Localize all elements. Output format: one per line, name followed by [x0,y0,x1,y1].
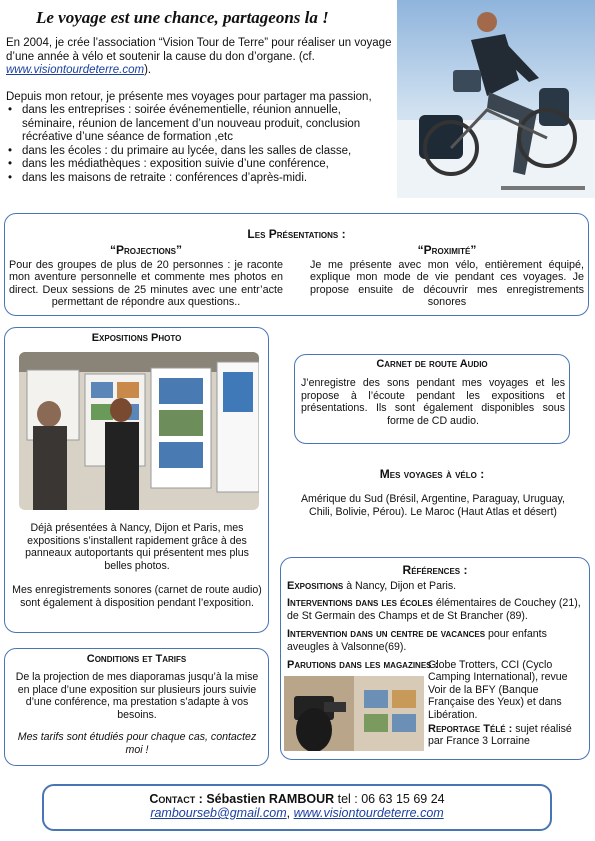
email-link[interactable]: rambourseb@gmail.com [150,806,287,820]
tv-report-photo [284,676,424,751]
expositions-paragraph-1: Déjà présentées à Nancy, Dijon et Paris, mes expositions s’installent rapidement grâce à des panneaux autoportants qui présentent mes plus belles photos. [25,522,249,572]
contact-box [42,784,552,831]
expositions-box [4,327,269,633]
proximite-section [310,244,584,309]
list-item: • dans les écoles : du primaire au lycée, dans les salles de classe, [6,145,396,159]
presentations-title: Les Présentations : [247,227,346,241]
reference-parutions-label: Parutions dans les magazines : [287,659,439,671]
contact-name: Sébastien RAMBOUR [206,792,335,806]
conditions-title: Conditions et Tarifs [86,653,187,665]
references-box [280,557,590,760]
voyages-text: Amérique du Sud (Brésil, Argentine, Paraguay, Uruguay, Chili, Bolivie, Pérou). Le Maroc (Haut Atlas et désert) [300,493,565,518]
reference-parutions: Globe Trotters, CCI (Cyclo Camping International), revue Voir de la BFY (Banque Française des Yeux) et dans Libération. [428,659,568,721]
conditions-paragraph: De la projection de mes diaporamas jusqu’à la mise en place d’une exposition sur plusieurs jours suivie d’une conférence, ma prestation s’adapte à vos besoins. [15,671,259,721]
reference-expositions: Expositions à Nancy, Dijon et Paris. [287,580,457,592]
conditions-box [4,648,269,766]
expositions-text [11,522,263,622]
references-title: Références : [402,563,468,577]
reference-tele: Reportage Télé : sujet réalisé par France 3 Lorraine [428,723,572,748]
proximite-text: Je me présente avec mon vélo, entièrement équipé, explique mon mode de vie pendant ces voyages. Je propose ensuite de découvrir mes enregistrements sonores [310,258,584,308]
voyages-title: Mes voyages à vélo : [379,467,485,481]
expositions-title: Expositions Photo [91,332,182,344]
conditions-text [11,671,263,767]
projections-text: Pour des groupes de plus de 20 personnes : je raconte mon aventure personnelle et commente mes photos en direct. Deux sessions de 25 minutes avec une entr’acte permettant de répondre aux questions.. [9,258,283,308]
list-item: • dans les médiathèques : exposition suivie d’une conférence, [6,158,396,172]
expositions-paragraph-2: Mes enregistrements sonores (carnet de route audio) sont également à disposition pendant l’exposition. [12,584,262,609]
contact-links: rambourseb@gmail.com, www.visiontourdeterre.com [150,806,444,820]
intro-text [6,37,396,185]
carnet-box [294,354,570,444]
cyclist-photo [397,0,595,198]
list-item: • dans les entreprises : soirée événementielle, réunion annuelle, séminaire, réunion de lancement d’un nouveau produit, conclusion récréative d’une séance de formation ,etc [6,104,396,145]
intro-paragraph: En 2004, je crée l’association “Vision Tour de Terre” pour réaliser un voyage d’une année à vélo et soutenir la cause du don d’organe. (cf. www.visiontourdeterre.com). [6,37,392,76]
reference-vacances: Intervention dans un centre de vacances pour enfants aveugles à Valsonne(69). [287,628,547,653]
presentations-box [4,213,589,316]
carnet-title: Carnet de route Audio [376,358,488,370]
tarifs-text: Mes tarifs sont étudiés pour chaque cas, contactez moi ! [17,731,257,756]
exhibition-photo [19,352,259,510]
proximite-title: “Proximité” [417,243,477,257]
projections-title: “Projections” [109,243,182,257]
carnet-text: J’enregistre des sons pendant mes voyages et les propose à l’écoute pendant les expositions et présentations. Ils sont également disponibles sous forme de CD audio. [301,377,565,427]
projections-section [9,244,283,309]
contact-line [44,792,550,806]
website-link-footer[interactable]: www.visiontourdeterre.com [293,806,444,820]
contact-label: Contact : [149,792,203,806]
website-link[interactable]: www.visiontourdeterre.com [6,64,145,76]
reference-ecoles: Interventions dans les écoles élémentaires de Couchey (21), de St Germain des Champs et de St Brancher (89). [287,597,581,622]
intro-paragraph-2: Depuis mon retour, je présente mes voyages pour partager ma passion, [6,90,372,103]
presentation-venues-list [6,104,396,185]
list-item: • dans les maisons de retraite : conférences d’après-midi. [6,172,396,186]
page-title: Le voyage est une chance, partageons la ! [36,8,329,27]
contact-phone: tel : 06 63 15 69 24 [334,792,445,806]
